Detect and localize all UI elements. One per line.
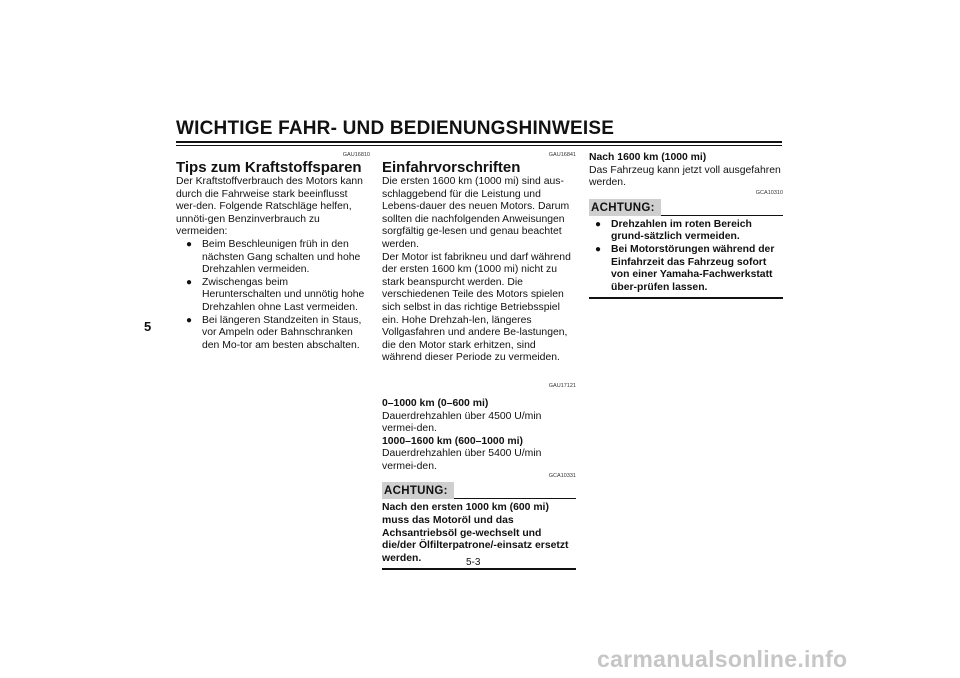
tips-list <box>176 239 370 352</box>
section-heading: Einfahrvorschriften <box>382 159 521 176</box>
range-label-0-1000: 0–1000 km (0–600 mi) <box>382 397 489 409</box>
list-item <box>589 219 783 244</box>
caution-text: Nach den ersten 1000 km (600 mi) muss das Motoröl und das Achsantriebsöl ge-wechselt und die/der Ölfilterpatrone/-einsatz ersetzt werden. <box>382 502 569 564</box>
page-number: 5-3 <box>466 557 481 568</box>
chapter-tab: 5 <box>144 319 152 334</box>
break-in-paragraph-1: Die ersten 1600 km (1000 mi) sind aus-schlaggebend für die Leistung und Lebens-dauer des neuen Motors. Darum sollten die nachfolgenden Anweisungen sorgfältig ge-lesen und genau beachtet werden. <box>382 176 570 250</box>
bullet-icon: ● <box>186 314 193 326</box>
section-code: GAU16810 <box>342 152 370 158</box>
caution-badge: ACHTUNG: <box>382 482 454 499</box>
bullet-icon: ● <box>186 238 193 250</box>
intro-paragraph: Der Kraftstoffverbrauch des Motors kann durch die Fahrweise stark beeinflusst wer-den. Folgende Ratschläge helfen, unnöti-gen Benzinverbrauch zu vermeiden: <box>176 176 363 238</box>
bullet-icon: ● <box>595 218 602 230</box>
range-label-1000-1600: 1000–1600 km (600–1000 mi) <box>382 435 523 447</box>
range-text-1000-1600: Dauerdrehzahlen über 5400 U/min vermei-den. <box>382 448 542 472</box>
caution-body <box>589 216 783 300</box>
caution-list <box>589 219 783 295</box>
bullet-icon: ● <box>595 243 602 255</box>
page-title: WICHTIGE FAHR- UND BEDIENUNGSHINWEISE <box>176 118 615 139</box>
list-item <box>176 239 370 277</box>
caution-code: GCA10310 <box>755 189 783 196</box>
list-item-text: Beim Beschleunigen früh in den nächsten Gang schalten und hohe Drehzahlen vermeiden. <box>202 238 361 276</box>
column-after-break-in <box>589 152 783 299</box>
title-rule <box>176 141 782 143</box>
range-text-0-1000: Dauerdrehzahlen über 4500 U/min vermei-den. <box>382 410 542 435</box>
section-code: GAU16841 <box>548 152 576 158</box>
list-item <box>589 244 783 294</box>
caution-code: GCA10331 <box>548 473 576 480</box>
range-text-after-1600: Das Fahrzeug kann jetzt voll ausgefahren werden. <box>589 164 781 189</box>
list-item-text: Bei Motorstörungen während der Einfahrzeit das Fahrzeug sofort von einer Yamaha-Fachwerkstatt über-prüfen lassen. <box>611 243 775 293</box>
column-break-in <box>382 152 576 570</box>
list-item-text: Zwischengas beim Herunterschalten und unnötig hohe Drehzahlen ohne Last vermeiden. <box>202 276 365 313</box>
bullet-icon: ● <box>186 276 193 288</box>
column-fuel-saving <box>176 152 370 352</box>
list-item-text: Drehzahlen im roten Bereich grund-sätzlich vermeiden. <box>611 218 752 243</box>
caution-rule <box>454 498 576 499</box>
caution-badge: ACHTUNG: <box>589 199 661 216</box>
list-item-text: Bei längeren Standzeiten in Staus, vor Ampeln oder Bahnschranken den Mo-tor am besten abschalten. <box>202 314 362 351</box>
caution-header <box>589 199 783 216</box>
list-item <box>176 277 370 315</box>
title-rule-thin <box>176 145 782 146</box>
break-in-paragraph-2: Der Motor ist fabrikneu und darf während der ersten 1600 km (1000 mi) nicht zu stark beanspurcht werden. Die verschiedenen Teile des Motors spielen sich selbst in das richtige Betriebsspiel ein. Hohe Drehzah-len, längeres Vollgasfahren und andere Be-lastungen, die den Motor stark erhitzen, sind während dieser Periode zu vermeiden. <box>382 251 571 364</box>
caution-rule <box>661 215 783 216</box>
spacer <box>382 365 576 383</box>
watermark[interactable]: carmanualsonline.info <box>597 646 848 672</box>
section-heading: Tips zum Kraftstoffsparen <box>176 159 362 176</box>
section-code: GAU17121 <box>548 382 576 389</box>
caution-header <box>382 482 576 499</box>
range-label-after-1600: Nach 1600 km (1000 mi) <box>589 152 707 163</box>
list-item <box>176 315 370 353</box>
